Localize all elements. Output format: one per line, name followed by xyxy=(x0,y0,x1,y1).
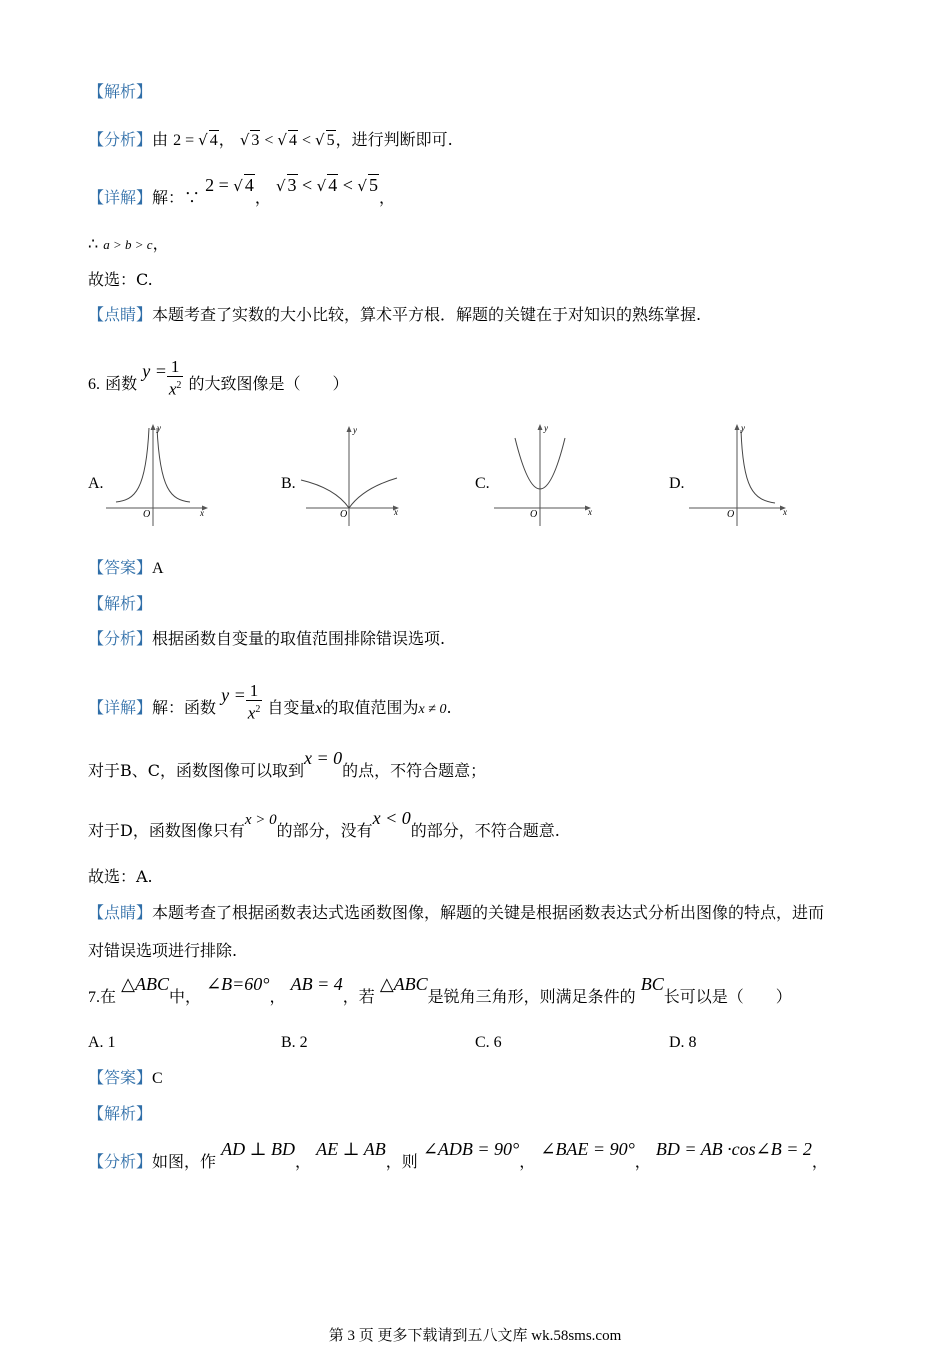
q6-y-var: y = xyxy=(142,360,167,381)
q6-answer-line xyxy=(88,558,164,579)
q6-fenxi-tag: 【分析】 xyxy=(88,629,153,648)
q6-suffix: 的大致图像是（ ） xyxy=(188,373,349,393)
q6-graph-c-y-label: y xyxy=(544,423,548,433)
q6-bc-suffix: 的点，不符合题意； xyxy=(342,761,487,780)
q6-xiangjie-line: 【详解】解：函数 y = $\frac{1}{x^2}$ 自变量x的取值范围为x ≠ 0. xyxy=(88,681,452,723)
q6-bc-line xyxy=(88,748,487,781)
q7-t4: 是锐角三角形，则满足条件的 xyxy=(427,987,636,1006)
q7-e4: ∠BAE = 90° xyxy=(540,1139,635,1159)
q6-bc-expr: x = 0 xyxy=(304,748,343,768)
q6-d-line xyxy=(88,808,560,842)
q7-bc: BC xyxy=(640,974,664,994)
q6-d-mid: 的部分，没有 xyxy=(276,821,373,840)
q6-answer: A xyxy=(152,560,164,577)
q6-option-a-label: A. xyxy=(88,475,104,492)
q5-guxuan: 故选：C. xyxy=(88,270,153,289)
q7-answer-line xyxy=(88,1068,163,1089)
q6-number: 6. xyxy=(88,375,100,393)
q6-graph-a-x-label: x xyxy=(200,508,204,518)
q6-graph-b-origin: O xyxy=(340,509,348,520)
q6-graph-d-origin: O xyxy=(727,509,735,520)
q7-ab: AB = 4 xyxy=(290,974,343,994)
q7-daan-tag: 【答案】 xyxy=(88,1068,153,1087)
q6-prefix: 函数 xyxy=(105,373,138,393)
q5-fenxi-prefix: 由 xyxy=(152,130,169,149)
q7-t1: 在 xyxy=(100,987,117,1006)
q6-graph-d-x-label: x xyxy=(783,507,787,517)
q6-option-c-label: C. xyxy=(475,475,490,492)
q7-ze: ，则 xyxy=(385,1152,418,1171)
q7-number: 7. xyxy=(88,989,100,1006)
q7-e5: BD = AB ·cos∠B = 2 xyxy=(655,1139,812,1159)
q6-fenxi-text: 根据函数自变量的取值范围排除错误选项. xyxy=(152,629,446,648)
q5-sqrt-expr: 2 = √ 4 xyxy=(173,131,218,149)
q7-angle: ∠B=60° xyxy=(206,974,270,994)
q6-graph-a-y-label: y xyxy=(157,423,161,433)
q5-fenxi-suffix: ，进行判断即可. xyxy=(335,130,453,149)
q6-d-prefix: 对于D，函数图像只有 xyxy=(88,821,245,840)
q5-sqrt-expr-2: 2 = √ 4 xyxy=(205,175,254,195)
xiangjie-tag: 【详解】 xyxy=(88,188,153,207)
q6-dianjing-line2: 对错误选项进行排除. xyxy=(88,941,238,960)
q6-graph-c xyxy=(490,420,605,530)
q5-dianjing-text: 本题考查了实数的大小比较，算术平方根．解题的关键在于对知识的熟练掌握. xyxy=(152,305,702,324)
q6-xiangjie-mid: 自变量 xyxy=(267,697,316,717)
q6-jiexi-tag: 【解析】 xyxy=(88,594,153,613)
q5-xiangjie-prefix: 解： xyxy=(152,188,185,207)
q7-fenxi-line: 【分析】如图，作 AD ⊥ BD， AE ⊥ AB，则 ∠ADB = 90°， ∠BAE = 90°， BD = AB ·cos∠B = 2， xyxy=(88,1139,828,1171)
page-footer: 第 3 页 更多下载请到五八文库 wk.58sms.com xyxy=(328,1328,622,1344)
q5-therefore-line: ∴ a > b > c， xyxy=(88,234,169,253)
q6-graph-b-y-label: y xyxy=(353,425,357,435)
q6-dianjing-tag: 【点睛】 xyxy=(88,903,153,922)
daan-tag: 【答案】 xyxy=(88,558,153,577)
q6-graph-a-origin: O xyxy=(143,509,151,520)
q7-t3: ，若 xyxy=(342,987,375,1006)
q6-graph-c-x-label: x xyxy=(588,507,592,517)
q6-xiangjie-fraction: $\frac{1}{x^2}$ xyxy=(247,681,261,723)
q6-d-expr2: x < 0 xyxy=(372,808,411,828)
fenxi-tag: 【分析】 xyxy=(88,130,153,149)
q6-fenxi-line xyxy=(88,629,445,649)
q6-graph-b xyxy=(300,420,415,530)
q7-fenxi-tag: 【分析】 xyxy=(88,1152,153,1171)
q7-option-d: D. 8 xyxy=(669,1034,697,1051)
q5-fenxi-line: 【分析】由 2 = √ 4， √ 3 < √ 4 < √ 5，进行判断即可. xyxy=(88,130,453,149)
q7-triangle-2: △ABC xyxy=(379,974,428,994)
q6-xiangjie-suffix: 的取值范围为 xyxy=(322,697,419,717)
q5-xiangjie-line: 【详解】解：∵ 2 = √ 4， √ 3 < √ 4 < √ 5， xyxy=(88,175,395,207)
q6-graph-d xyxy=(685,420,800,530)
q6-bc-prefix: 对于B、C，函数图像可以取到 xyxy=(88,761,305,780)
q7-jiexi-tag: 【解析】 xyxy=(88,1104,153,1123)
q6-d-expr1: x > 0 xyxy=(244,812,277,828)
q6-fraction: $\frac{1}{x^2}$ xyxy=(168,357,182,399)
q6-xiangjie-var: x xyxy=(315,699,323,717)
q5-compare-expr-2: √ 3 < √ 4 < √ 5 xyxy=(275,175,378,195)
jiexi-tag: 【解析】 xyxy=(88,82,153,101)
q6-dianjing-text1: 本题考查了根据函数表达式选函数图像，解题的关键是根据函数表达式分析出图像的特点，进而 xyxy=(152,903,825,922)
q7-t5: 长可以是（ ） xyxy=(663,987,792,1006)
q6-dianjing-line1 xyxy=(88,903,824,923)
q6-xiangjie-tag: 【详解】 xyxy=(88,697,153,717)
q7-stem: 7.在 △ABC中， ∠B=60°， AB = 4，若 △ABC是锐角三角形，则满足条件的 BC长可以是（ ） xyxy=(88,974,792,1006)
q7-e2: AE ⊥ AB xyxy=(316,1139,386,1159)
q6-stem xyxy=(88,357,349,405)
q6-xiangjie-prefix: 解：函数 xyxy=(152,697,217,717)
q5-compare-expr: √ 3 < √ 4 < √ 5 xyxy=(239,131,335,149)
q6-graph-c-origin: O xyxy=(530,509,538,520)
q7-fenxi-prefix: 如图，作 xyxy=(152,1152,217,1171)
q6-d-suffix: 的部分，不符合题意. xyxy=(410,821,560,840)
q7-option-c: C. 6 xyxy=(475,1034,502,1051)
q7-e1: AD ⊥ BD xyxy=(221,1139,296,1159)
q6-xiangjie-range: x ≠ 0 xyxy=(418,701,447,717)
q6-option-d-label: D. xyxy=(669,475,685,492)
q6-xiangjie-y: y = xyxy=(221,684,246,705)
q6-guxuan: 故选：A. xyxy=(88,867,153,886)
dianjing-tag: 【点睛】 xyxy=(88,305,153,324)
q6-graph-d-y-label: y xyxy=(741,423,745,433)
q7-option-b: B. 2 xyxy=(281,1034,308,1051)
q7-t2: 中， xyxy=(168,987,201,1006)
q5-dianjing-line xyxy=(88,305,701,325)
q6-graph-b-x-label: x xyxy=(394,507,398,517)
q5-therefore-expr: a > b > c xyxy=(103,237,153,252)
q7-option-a: A. 1 xyxy=(88,1034,116,1051)
q7-answer: C xyxy=(152,1070,163,1087)
q6-option-b-label: B. xyxy=(281,475,296,492)
q7-triangle: △ABC xyxy=(121,974,169,994)
q6-graph-a xyxy=(100,420,215,530)
q7-e3: ∠ADB = 90° xyxy=(422,1139,520,1159)
